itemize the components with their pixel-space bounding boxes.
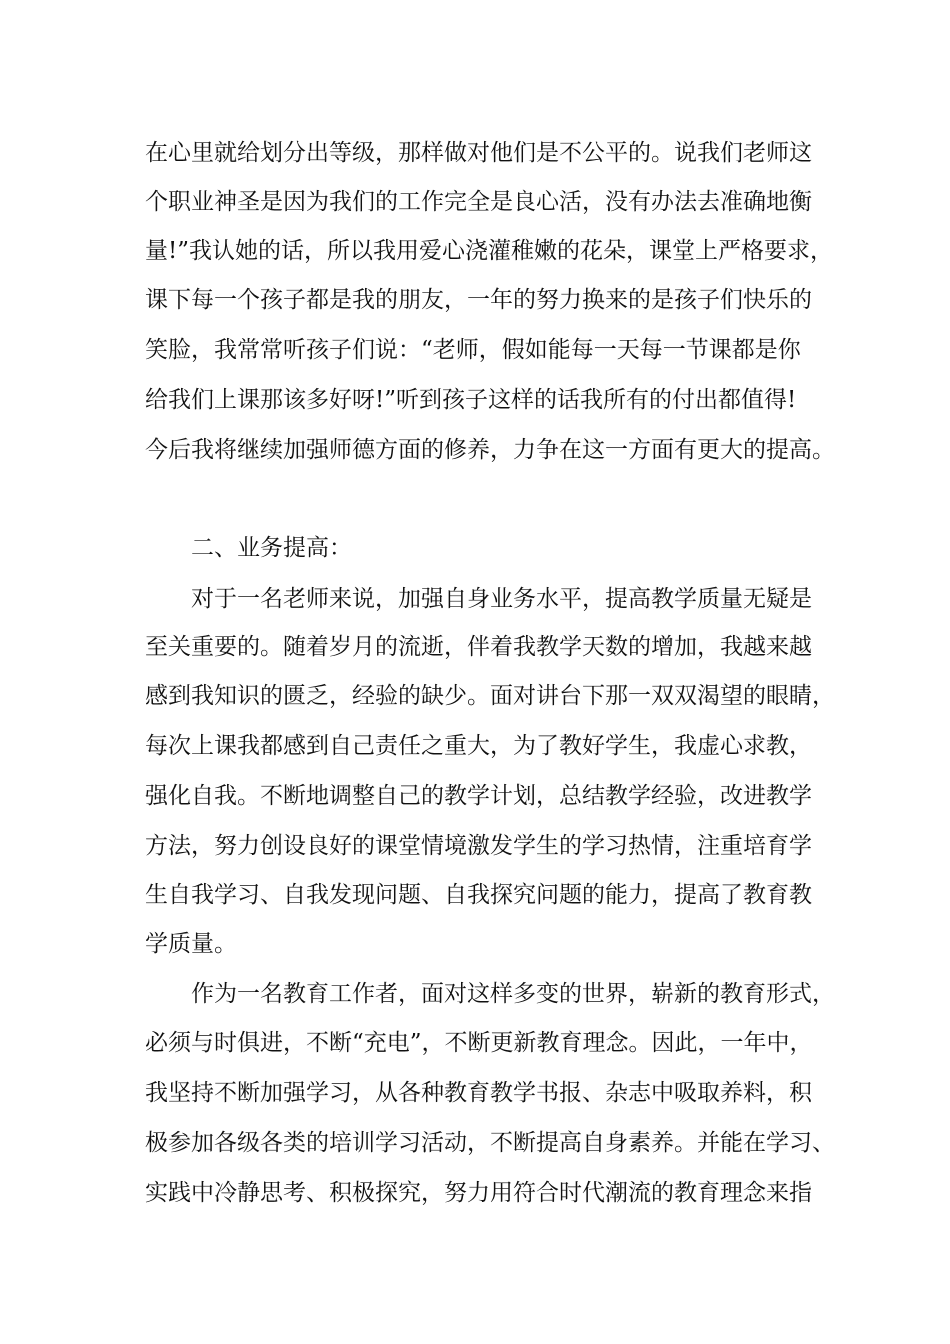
text-line: 量!”我认她的话，所以我用爱心浇灌稚嫩的花朵，课堂上严格要求， (145, 238, 834, 264)
text-line: 至关重要的。随着岁月的流逝，伴着我教学天数的增加，我越来越 (145, 634, 812, 660)
text-line: 个职业神圣是因为我们的工作完全是良心活，没有办法去准确地衡 (145, 189, 812, 215)
text-line: 今后我将继续加强师德方面的修养，力争在这一方面有更大的提高。 (145, 437, 835, 463)
text-line: 方法，努力创设良好的课堂情境激发学生的学习热情，注重培育学 (145, 833, 812, 859)
text-line: 必须与时俱进，不断“充电”，不断更新教育理念。因此，一年中， (145, 1030, 813, 1056)
text-line: 生自我学习、自我发现问题、自我探究问题的能力，提高了教育教 (145, 882, 812, 908)
text-line: 课下每一个孩子都是我的朋友，一年的努力换来的是孩子们快乐的 (145, 287, 812, 313)
text-line: 实践中冷静思考、积极探究，努力用符合时代潮流的教育理念来指 (145, 1180, 812, 1206)
text-line: 学质量。 (145, 931, 237, 957)
text-line: 每次上课我都感到自己责任之重大，为了教好学生，我虚心求教， (145, 733, 812, 759)
paragraph-first-line: 对于一名老师来说，加强自身业务水平，提高教学质量无疑是 (191, 586, 812, 612)
text-line: 感到我知识的匮乏，经验的缺少。面对讲台下那一双双渴望的眼睛， (145, 683, 835, 709)
text-line: 强化自我。不断地调整自己的教学计划，总结教学经验，改进教学 (145, 783, 812, 809)
text-line: 给我们上课那该多好呀!”听到孩子这样的话我所有的付出都值得! (145, 387, 797, 413)
text-line: 在心里就给划分出等级，那样做对他们是不公平的。说我们老师这 (145, 140, 812, 166)
text-line: 极参加各级各类的培训学习活动，不断提高自身素养。并能在学习、 (145, 1130, 835, 1156)
text-line: 我坚持不断加强学习，从各种教育教学书报、杂志中吸取养料，积 (145, 1080, 812, 1106)
paragraph-first-line: 作为一名教育工作者，面对这样多变的世界，崭新的教育形式， (191, 981, 835, 1007)
section-heading: 二、业务提高： (191, 535, 352, 561)
text-line: 笑脸，我常常听孩子们说：“老师，假如能每一天每一节课都是你 (145, 337, 801, 363)
